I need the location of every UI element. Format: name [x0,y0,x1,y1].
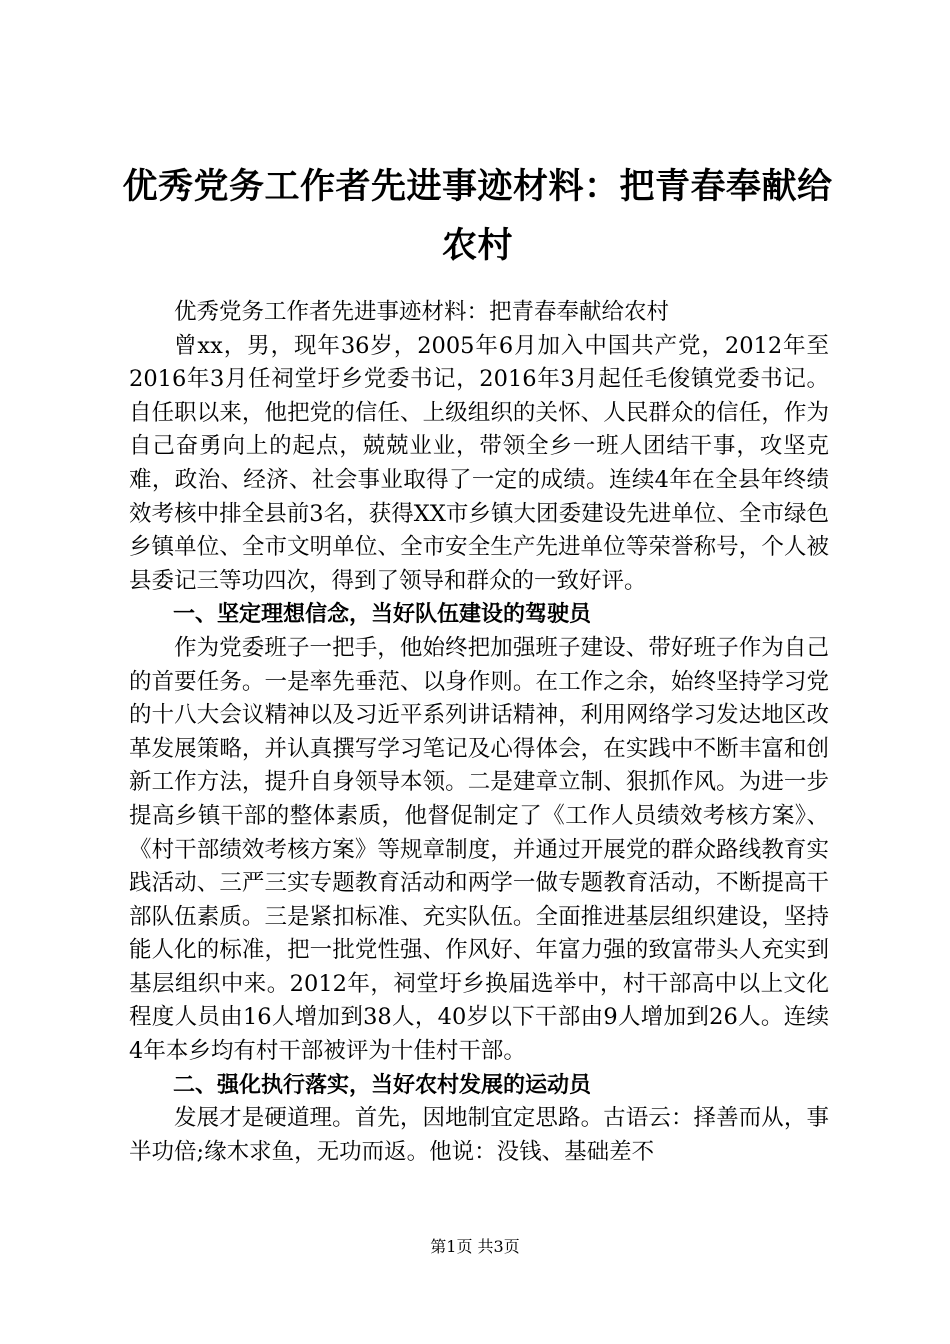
subtitle-paragraph: 优秀党务工作者先进事迹材料：把青春奉献给农村 [174,299,670,325]
document-body [129,296,829,1169]
section-1-paragraph: 作为党委班子一把手，他始终把加强班子建设、带好班子作为自己的首要任务。一是率先垂范、以身作则。在工作之余，始终坚持学习党的十八大会议精神以及习近平系列讲话精神，利用网络学习发达地区改革发展策略，并认真撰写学习笔记及心得体会，在实践中不断丰富和创新工作方法，提升自身领导本领。二是建章立制、狠抓作风。为进一步提高乡镇干部的整体素质，他督促制定了《工作人员绩效考核方案》、《村干部绩效考核方案》等规章制度，并通过开展党的群众路线教育实践活动、三严三实专题教育活动和两学一做专题教育活动，不断提高干部队伍素质。三是紧扣标准、充实队伍。全面推进基层组织建设，坚持能人化的标准，把一批党性强、作风好、年富力强的致富带头人充实到基层组织中来。2012年，祠堂圩乡换届选举中，村干部高中以上文化程度人员由16人增加到38人，40岁以下干部由9人增加到26人。连续4年本乡均有村干部被评为十佳村干部。 [129,634,829,1065]
document-title: 优秀党务工作者先进事迹材料：把青春奉献给农村 [122,167,833,266]
section-2-paragraph: 发展才是硬道理。首先，因地制宜定思路。古语云：择善而从，事半功倍;缘木求鱼，无功而返。他说：没钱、基础差不 [129,1105,829,1165]
section-heading-2: 二、强化执行落实，当好农村发展的运动员 [173,1072,592,1098]
intro-paragraph: 曾xx，男，现年36岁，2005年6月加入中国共产党，2012年至2016年3月任祠堂圩乡党委书记，2016年3月起任毛俊镇党委书记。自任职以来，他把党的信任、上级组织的关怀、人民群众的信任，作为自己奋勇向上的起点，兢兢业业，带领全乡一班人团结干事，攻坚克难，政治、经济、社会事业取得了一定的成绩。连续4年在全县年终绩效考核中排全县前3名，获得XX市乡镇大团委建设先进单位、全市绿色乡镇单位、全市文明单位、全市安全生产先进单位等荣誉称号，个人被县委记三等功四次，得到了领导和群众的一致好评。 [129,332,829,594]
section-heading-1: 一、坚定理想信念，当好队伍建设的驾驶员 [173,602,592,628]
page-footer: 第1页 共3页 [430,1237,520,1256]
